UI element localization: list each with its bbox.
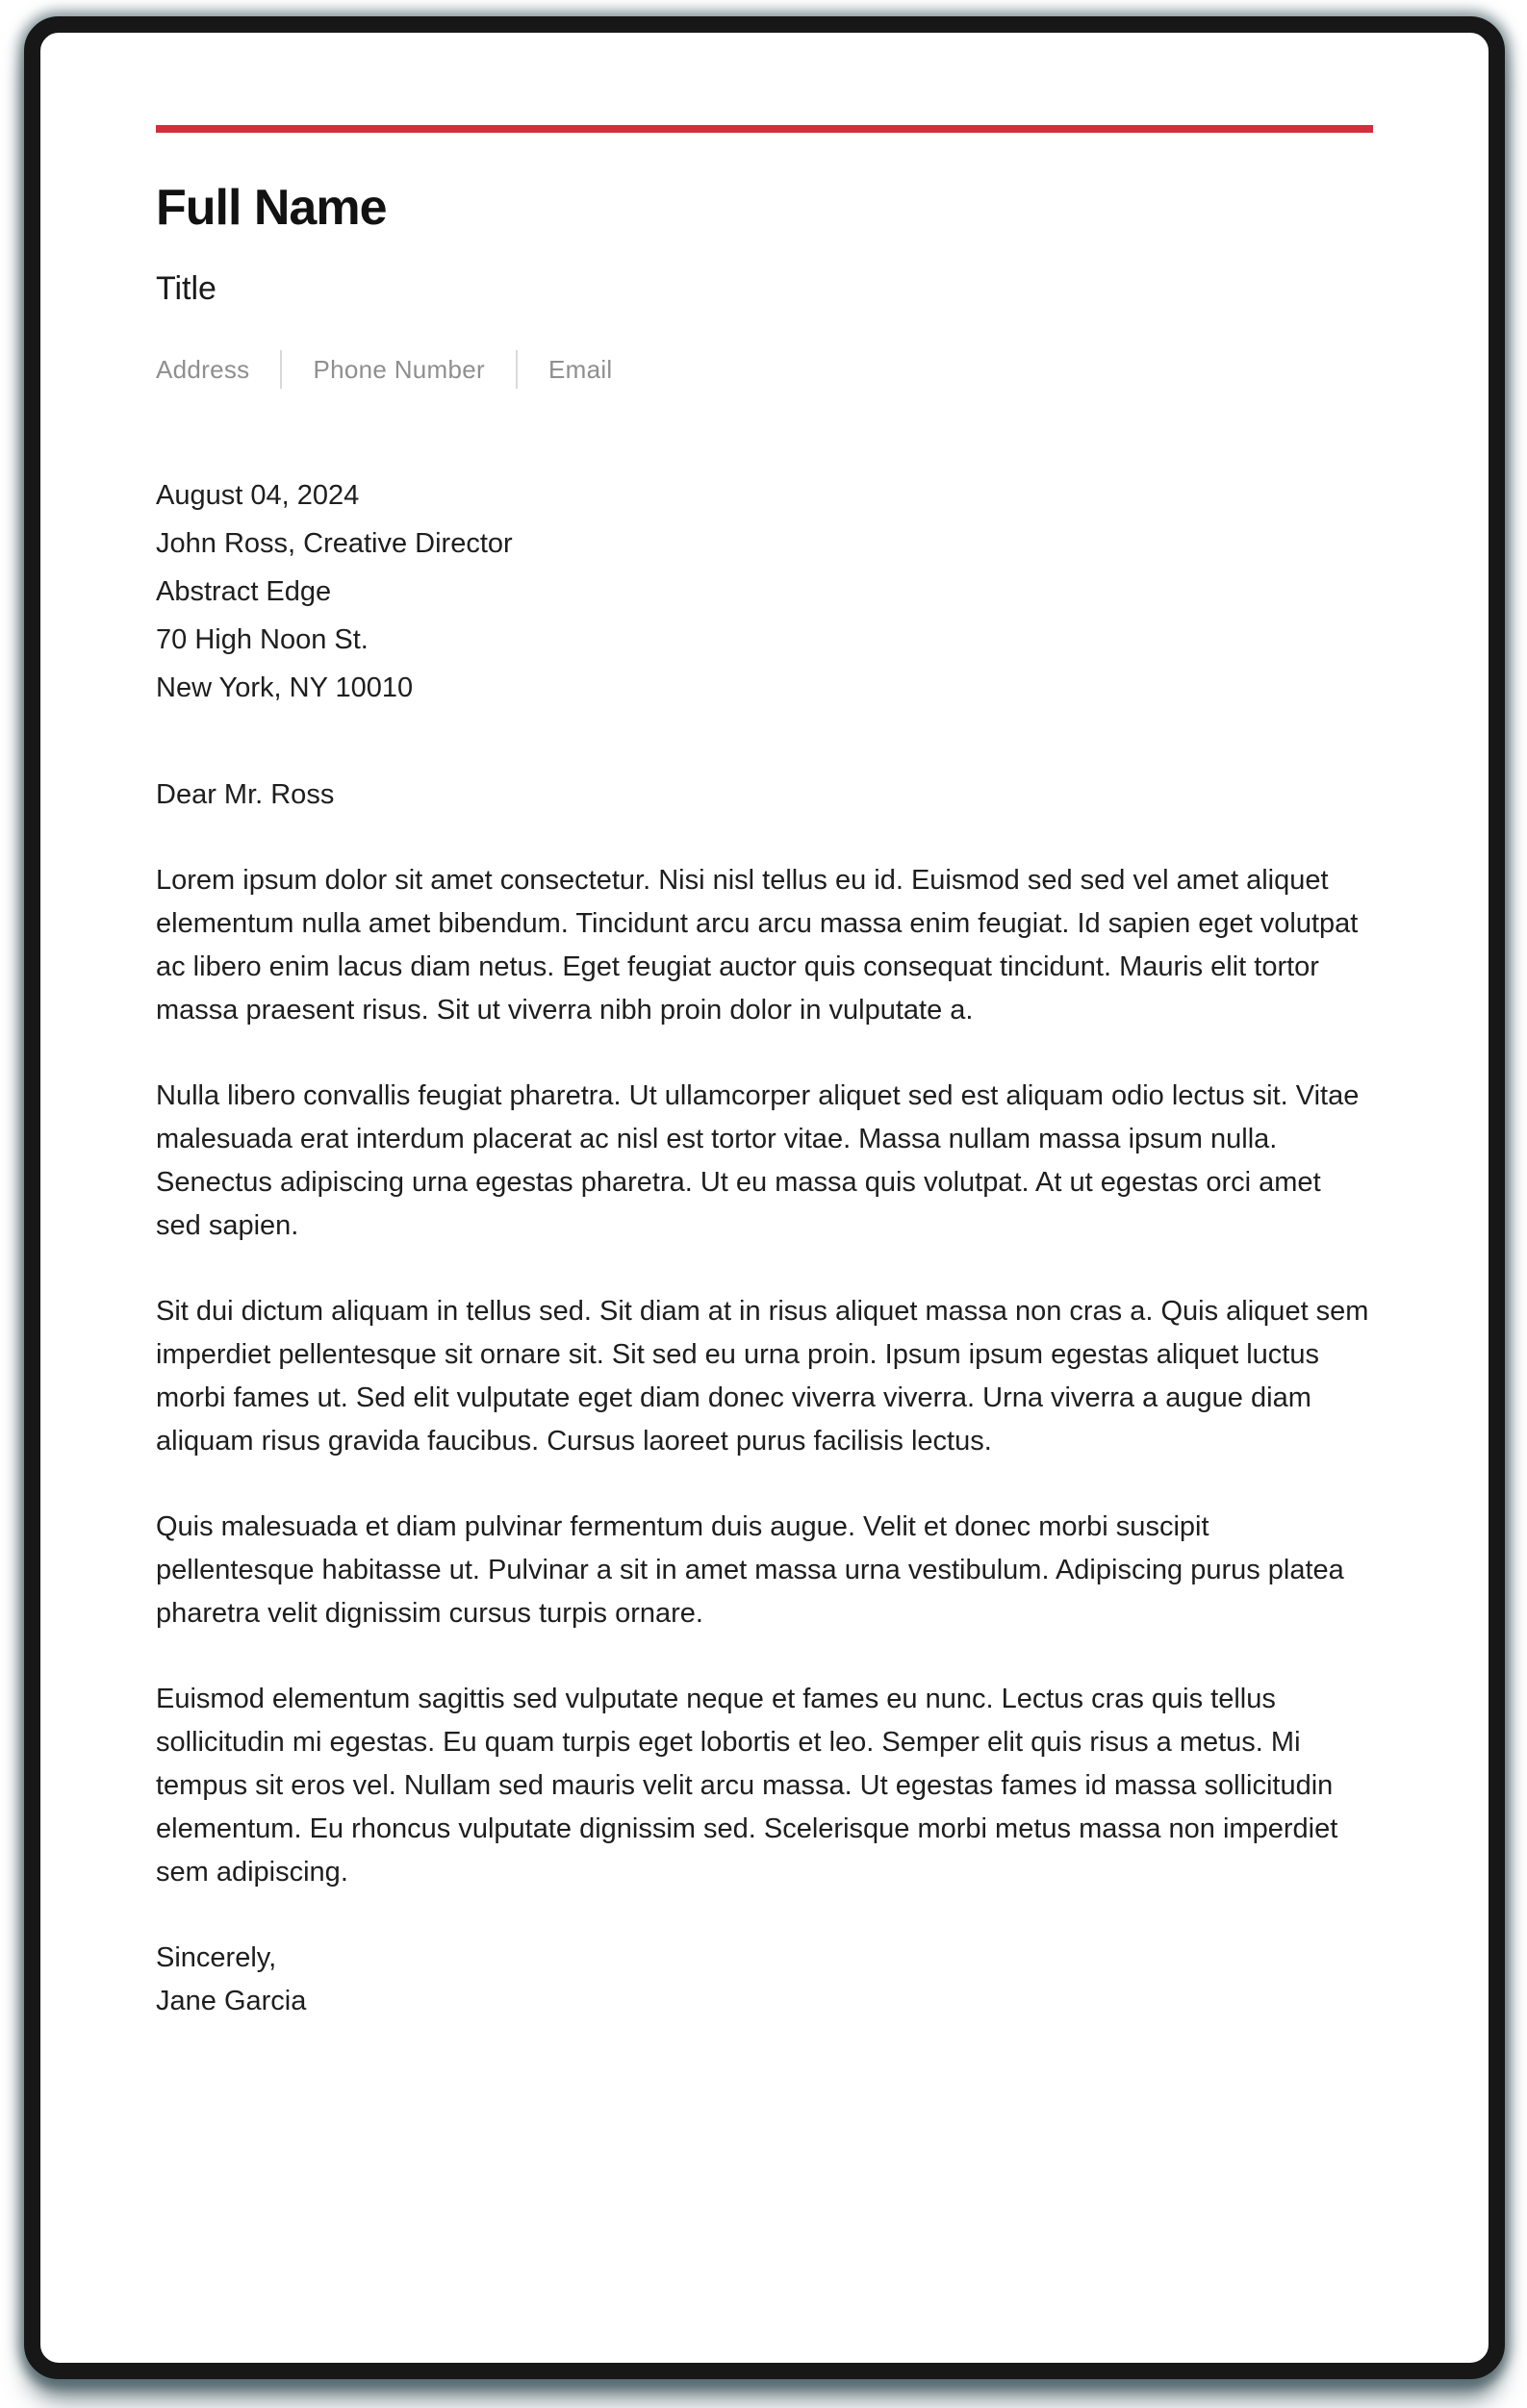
salutation: Dear Mr. Ross <box>156 779 335 811</box>
signature-name: Jane Garcia <box>156 1986 307 2017</box>
closing-block <box>156 1937 1373 2023</box>
contact-address: Address <box>156 354 250 384</box>
body-paragraph-5: Euismod elementum sagittis sed vulputate neque et fames eu nunc. Lectus cras quis tellus sollicitudin mi egestas. Eu quam turpis eget lobortis et leo. Semper elit quis risus a metus. Mi tempus sit eros vel. Nullam sed mauris velit arcu massa. Ut egestas fames id massa sollicitudin elementum. Eu rhoncus vulputate dignissim sed. Scelerisque morbi metus massa non imperdiet sem adipiscing. <box>156 1684 1338 1888</box>
accent-rule <box>156 125 1373 133</box>
body-paragraph-1: Lorem ipsum dolor sit amet consectetur. Nisi nisl tellus eu id. Euismod sed sed vel amet aliquet elementum nulla amet bibendum. Tincidunt arcu arcu massa enim feugiat. Id sapien eget volutpat ac libero enim lacus diam netus. Eget feugiat auctor quis consequat tincidunt. Mauris elit tortor massa praesent risus. Sit ut viverra nibh proin dolor in vulputate a. <box>156 865 1359 1027</box>
recipient-block <box>156 471 1373 712</box>
contact-divider <box>280 350 282 389</box>
contact-row <box>156 350 1373 389</box>
body-paragraph-3: Sit dui dictum aliquam in tellus sed. Sit diam at in risus aliquet massa non cras a. Quis aliquet sem imperdiet pellentesque sit ornare sit. Sit sed eu urna proin. Ipsum ipsum egestas aliquet luctus morbi fames ut. Sed elit vulputate eget diam donec viverra viverra. Urna viverra a augue diam aliquam risus gravida faucibus. Cursus laoreet purus facilisis lectus. <box>156 1296 1369 1457</box>
recipient-line: New York, NY 10010 <box>156 672 414 704</box>
full-name-heading: Full Name <box>156 180 387 236</box>
letter-page <box>24 16 1505 2379</box>
closing-text: Sincerely, <box>156 1942 277 1974</box>
recipient-line: 70 High Noon St. <box>156 624 369 656</box>
contact-phone: Phone Number <box>313 354 485 384</box>
body-paragraph-4: Quis malesuada et diam pulvinar fermentum duis augue. Velit et donec morbi suscipit pellentesque habitasse ut. Pulvinar a sit in amet massa urna vestibulum. Adipiscing purus platea pharetra velit dignissim cursus turpis ornare. <box>156 1511 1344 1630</box>
contact-divider <box>516 350 518 389</box>
body-paragraph-2: Nulla libero convallis feugiat pharetra. Ut ullamcorper aliquet sed est aliquam odio lectus sit. Vitae malesuada erat interdum placerat ac nisl est tortor vitae. Massa nullam massa ipsum nulla. Senectus adipiscing urna egestas pharetra. Ut eu massa quis volutpat. At ut egestas orci amet sed sapien. <box>156 1080 1360 1242</box>
contact-email: Email <box>547 354 613 384</box>
letter-content <box>40 33 1489 2023</box>
title-heading: Title <box>156 270 216 308</box>
letter-date: August 04, 2024 <box>156 480 360 512</box>
recipient-line: Abstract Edge <box>156 576 332 608</box>
recipient-line: John Ross, Creative Director <box>156 528 513 560</box>
